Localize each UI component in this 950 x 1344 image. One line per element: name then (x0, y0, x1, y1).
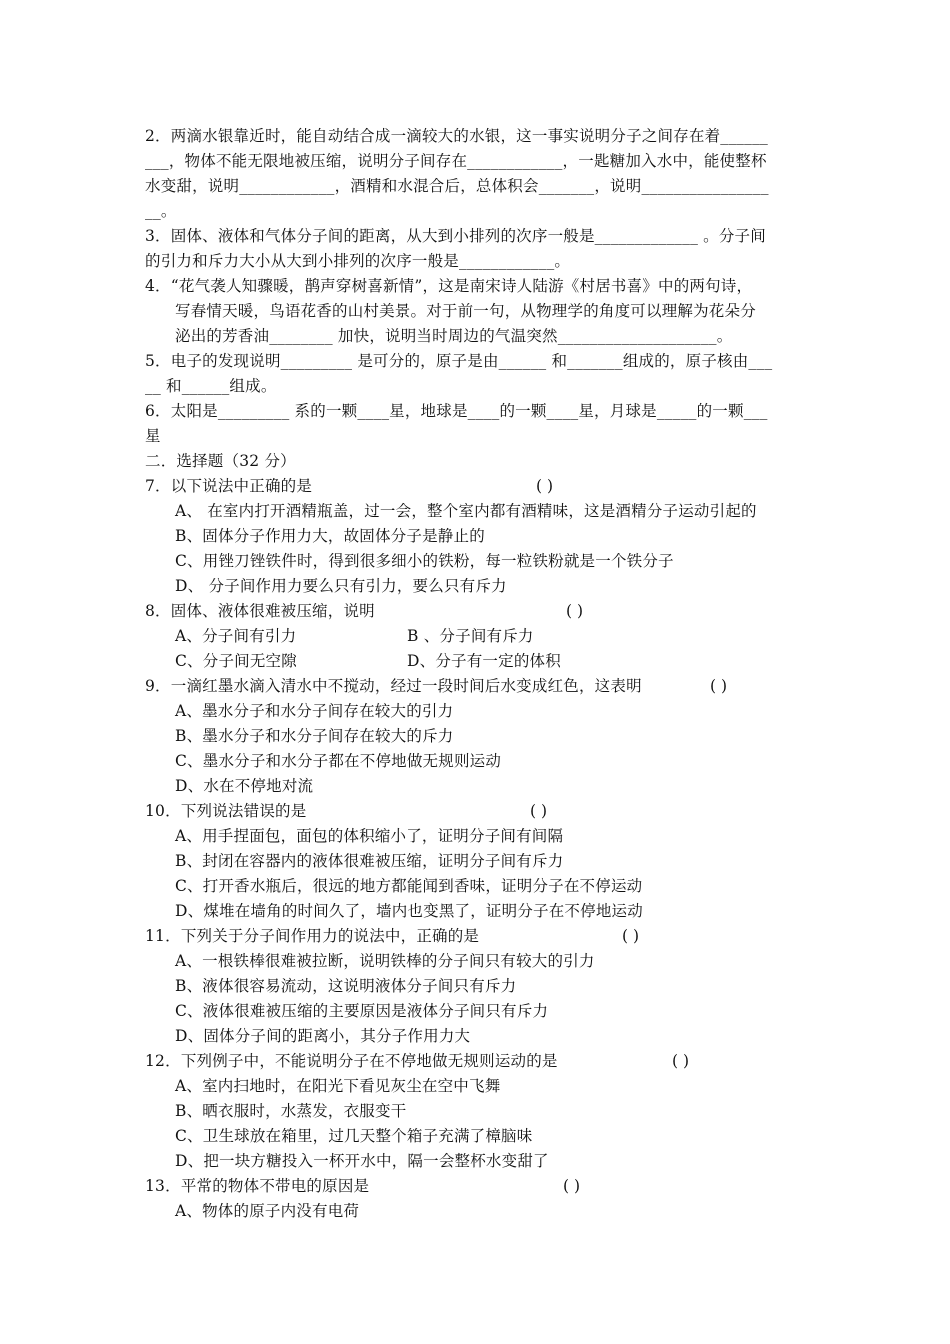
q7-option-c: C、用锉刀锉铁件时，得到很多细小的铁粉，每一粒铁粉就是一个铁分子 (175, 552, 674, 570)
q12-option-d: D、把一块方糖投入一杯开水中，隔一会整杯水变甜了 (175, 1152, 549, 1170)
q7-stem: 7．以下说法中正确的是 (145, 477, 313, 495)
q13-stem: 13．平常的物体不带电的原因是 (145, 1177, 370, 1195)
q8-stem: 8．固体、液体很难被压缩，说明 (145, 602, 375, 620)
q8-option-b: B 、分子间有斥力 (407, 627, 534, 645)
q10-option-b: B、封闭在容器内的液体很难被压缩，证明分子间有斥力 (175, 852, 564, 870)
q4-line-2: 写春情天暖，鸟语花香的山村美景。对于前一句，从物理学的角度可以理解为花朵分 (175, 302, 756, 320)
q8-option-d: D、分子有一定的体积 (407, 652, 561, 670)
q11-answer-paren: ( ) (622, 927, 640, 945)
q2-line-3: 水变甜，说明____________，酒精和水混合后，总体积会_______，说明________________ (145, 177, 769, 195)
q2-line-1: 2．两滴水银靠近时，能自动结合成一滴较大的水银，这一事实说明分子之间存在着______ (145, 127, 768, 145)
q3-line-2: 的引力和斥力大小从大到小排列的次序一般是____________。 (145, 252, 571, 270)
q5-line-2: __ 和______组成。 (145, 377, 277, 395)
q6-line-1: 6．太阳是_________ 系的一颗____星，地球是____的一颗____星，月球是_____的一颗___ (145, 402, 768, 420)
q10-answer-paren: ( ) (530, 802, 548, 820)
q11-option-d: D、固体分子间的距离小，其分子作用力大 (175, 1027, 471, 1045)
q12-answer-paren: ( ) (672, 1052, 690, 1070)
q4-line-3: 泌出的芳香油________ 加快，说明当时周边的气温突然____________________。 (175, 327, 733, 345)
q5-line-1: 5．电子的发现说明_________ 是可分的，原子是由______ 和_______组成的，原子核由___ (145, 352, 773, 370)
q11-stem: 11．下列关于分子间作用力的说法中，正确的是 (145, 927, 480, 945)
q9-option-b: B、墨水分子和水分子间存在较大的斥力 (175, 727, 454, 745)
q7-option-a: A、 在室内打开酒精瓶盖，过一会，整个室内都有酒精味，这是酒精分子运动引起的 (175, 502, 757, 520)
q13-answer-paren: ( ) (563, 1177, 581, 1195)
q9-stem: 9．一滴红墨水滴入清水中不搅动，经过一段时间后水变成红色，这表明 (145, 677, 642, 695)
q4-line-1: 4．“花气袭人知骤暖，鹊声穿树喜新情”，这是南宋诗人陆游《村居书喜》中的两句诗， (145, 277, 753, 295)
q12-option-a: A、室内扫地时，在阳光下看见灰尘在空中飞舞 (175, 1077, 501, 1095)
q8-option-a: A、分子间有引力 (175, 627, 297, 645)
q10-option-c: C、打开香水瓶后，很远的地方都能闻到香味，证明分子在不停运动 (175, 877, 643, 895)
q10-option-a: A、用手捏面包，面包的体积缩小了，证明分子间有间隔 (175, 827, 564, 845)
q7-option-d: D、 分子间作用力要么只有引力，要么只有斥力 (175, 577, 507, 595)
q8-answer-paren: ( ) (566, 602, 584, 620)
q8-option-c: C、分子间无空隙 (175, 652, 297, 670)
section-2-heading: 二．选择题（32 分） (145, 452, 296, 470)
q2-line-2: ___，物体不能无限地被压缩，说明分子间存在____________，一匙糖加入水中，能使整杯 (145, 152, 767, 170)
q2-line-4: __。 (145, 202, 177, 220)
q10-stem: 10．下列说法错误的是 (145, 802, 307, 820)
q9-option-c: C、墨水分子和水分子都在不停地做无规则运动 (175, 752, 502, 770)
q7-option-b: B、固体分子作用力大，故固体分子是静止的 (175, 527, 485, 545)
q9-option-a: A、墨水分子和水分子间存在较大的引力 (175, 702, 454, 720)
q11-option-c: C、液体很难被压缩的主要原因是液体分子间只有斥力 (175, 1002, 549, 1020)
q6-line-2: 星 (145, 427, 161, 445)
q9-answer-paren: ( ) (710, 677, 728, 695)
q7-answer-paren: ( ) (536, 477, 554, 495)
q13-option-a: A、物体的原子内没有电荷 (175, 1202, 360, 1220)
q10-option-d: D、煤堆在墙角的时间久了，墙内也变黑了，证明分子在不停地运动 (175, 902, 643, 920)
q12-stem: 12．下列例子中，不能说明分子在不停地做无规则运动的是 (145, 1052, 558, 1070)
q12-option-b: B、晒衣服时，水蒸发，衣服变干 (175, 1102, 407, 1120)
q11-option-b: B、液体很容易流动，这说明液体分子间只有斥力 (175, 977, 517, 995)
q9-option-d: D、水在不停地对流 (175, 777, 314, 795)
q11-option-a: A、一根铁棒很难被拉断，说明铁棒的分子间只有较大的引力 (175, 952, 595, 970)
q12-option-c: C、卫生球放在箱里，过几天整个箱子充满了樟脑味 (175, 1127, 533, 1145)
q3-line-1: 3．固体、液体和气体分子间的距离，从大到小排列的次序一般是_____________ 。分子间 (145, 227, 766, 245)
